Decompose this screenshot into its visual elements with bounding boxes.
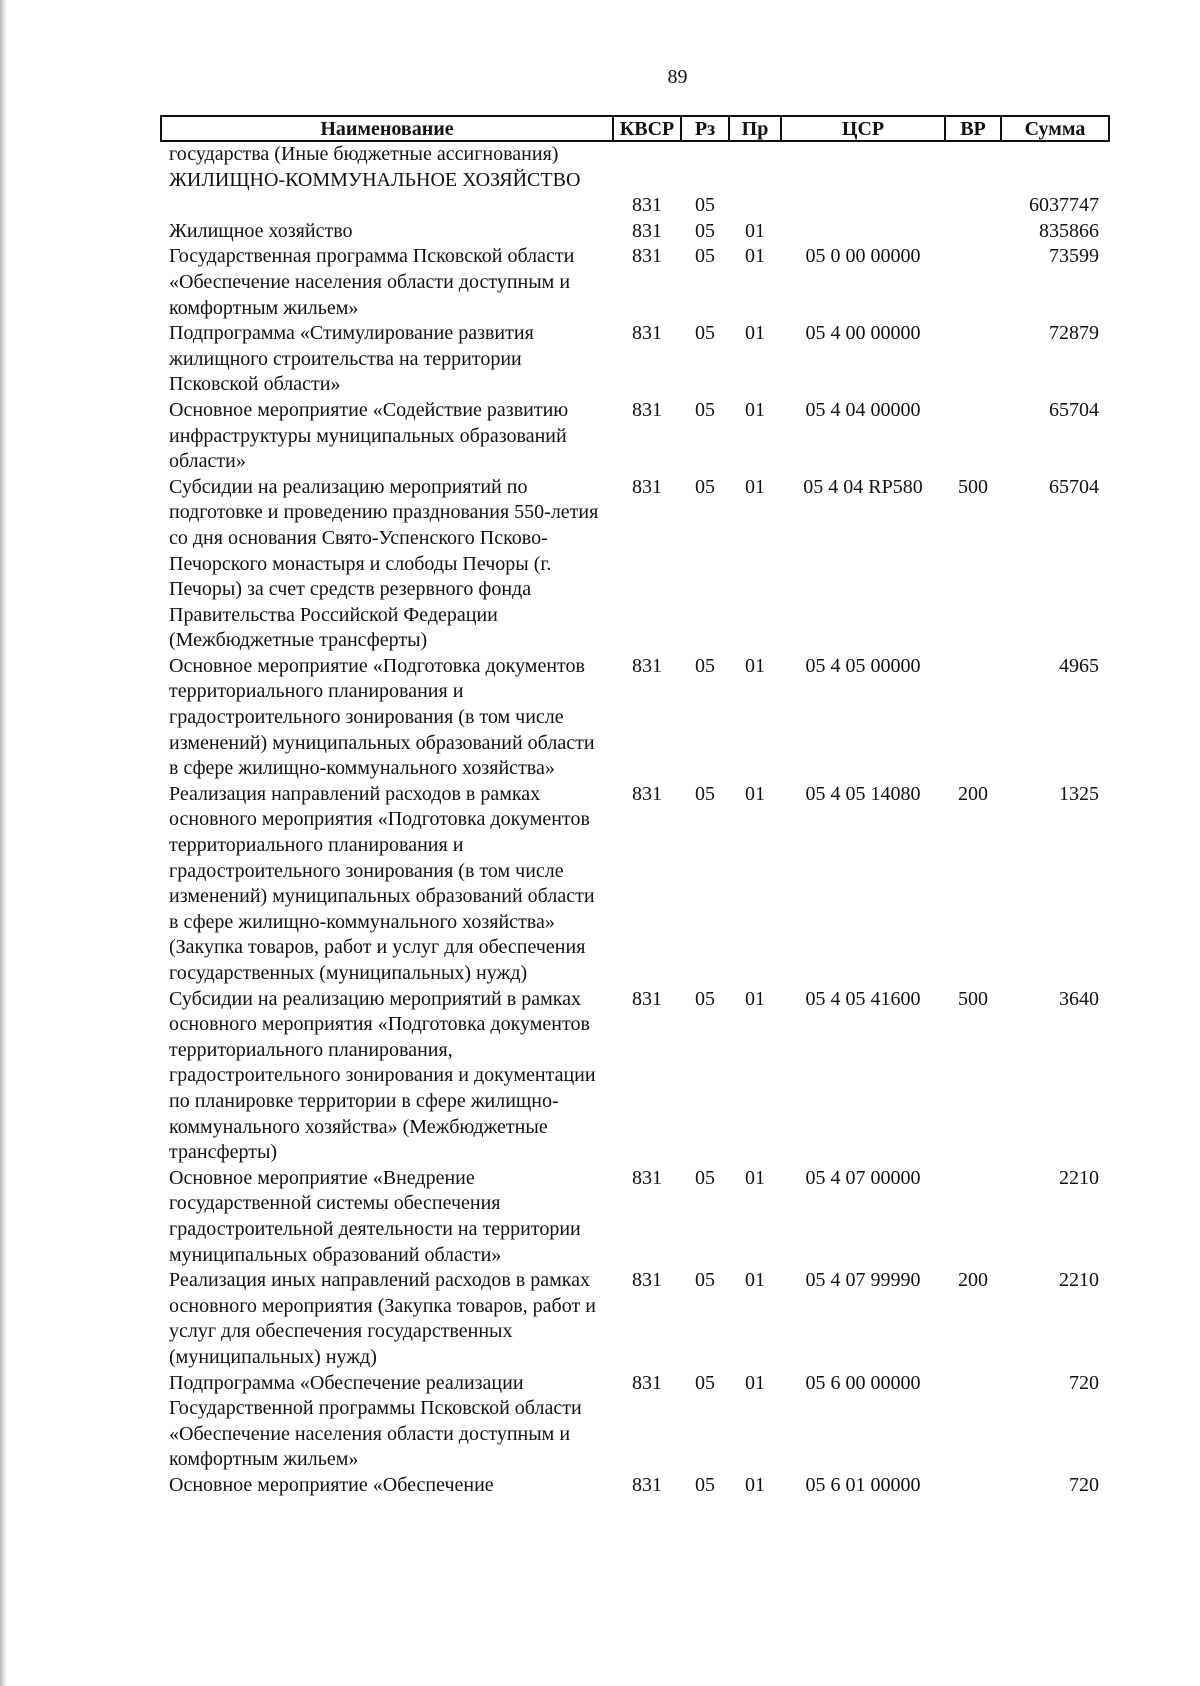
cell-name [161,168,613,219]
cell-kvsr-text: 831 [632,322,662,345]
cell-rz [681,219,729,245]
cell-kvsr-text: 831 [632,1269,662,1292]
cell-vertical-spacer [681,168,729,194]
table-row [161,141,1109,168]
cell-sum-text: 2210 [1059,1269,1099,1292]
cell-csr-text: 05 4 05 41600 [805,987,921,1010]
cell-sum [1001,219,1109,245]
cell-pr-text: 01 [745,398,765,421]
cell-kvsr-text: 831 [632,219,662,242]
cell-csr [781,1166,945,1268]
cell-sum [1001,321,1109,398]
cell-csr [781,219,945,245]
cell-kvsr [613,475,681,654]
cell-pr [729,219,781,245]
cell-kvsr-text: 831 [632,1166,662,1189]
cell-name [161,141,613,168]
cell-name [161,398,613,475]
cell-name [161,475,613,654]
cell-name-text: Подпрограмма «Обеспечение реализации Государственной программы Псковской области «Обеспечение населения области доступным и комфортным жильем» [169,1371,582,1471]
cell-sum [1001,244,1109,321]
cell-sum-text: 6037747 [1029,194,1099,217]
cell-sum [1001,1473,1109,1499]
cell-pr [729,141,781,168]
cell-kvsr [613,244,681,321]
cell-vr [945,219,1001,245]
cell-pr [729,1473,781,1499]
table-row [161,654,1109,782]
cell-kvsr [613,1473,681,1499]
cell-csr-text: 05 4 07 00000 [805,1166,921,1189]
cell-name-text: Основное мероприятие «Содействие развитию инфраструктуры муниципальных образований области» [169,398,569,473]
table-row [161,1166,1109,1268]
cell-vr [945,244,1001,321]
cell-name [161,1166,613,1268]
table-row [161,219,1109,245]
cell-name [161,244,613,321]
cell-vr-text: 500 [958,987,988,1010]
cell-kvsr-text: 831 [632,654,662,677]
cell-rz-text: 05 [695,1166,715,1189]
cell-pr [729,782,781,987]
cell-rz-text: 05 [695,475,715,498]
cell-vr [945,1473,1001,1499]
cell-rz [681,168,729,219]
cell-sum [1001,987,1109,1166]
cell-pr [729,1166,781,1268]
cell-vr [945,141,1001,168]
cell-csr-text: 05 6 00 00000 [805,1371,921,1394]
cell-name-text: Основное мероприятие «Внедрение государственной системы обеспечения градостроительной деятельности на территории муниципальных образований области» [169,1166,581,1266]
header-vr: ВР [945,116,1001,141]
cell-rz-text: 05 [695,1473,715,1496]
cell-kvsr [613,1371,681,1473]
cell-pr [729,244,781,321]
cell-name [161,654,613,782]
cell-kvsr [613,321,681,398]
cell-rz [681,1166,729,1268]
cell-pr-text: 01 [745,1269,765,1292]
cell-vr-text: 200 [958,782,988,805]
scan-edge [0,0,7,1686]
cell-csr-text: 05 6 01 00000 [805,1473,921,1496]
cell-csr-text: 05 4 07 99990 [805,1269,921,1292]
header-kvsr: КВСР [613,116,681,141]
page-number: 89 [667,66,688,88]
cell-rz-text: 05 [695,398,715,421]
cell-vertical-spacer [729,168,781,194]
cell-csr-text: 05 4 05 14080 [805,782,921,805]
cell-sum [1001,1371,1109,1473]
cell-name [161,219,613,245]
cell-sum [1001,398,1109,475]
cell-pr [729,1268,781,1370]
cell-pr-text: 01 [745,475,765,498]
cell-name-text: ЖИЛИЩНО-КОММУНАЛЬНОЕ ХОЗЯЙСТВО [169,168,581,191]
cell-name-text: Жилищное хозяйство [169,219,353,242]
cell-csr [781,1473,945,1499]
cell-vr [945,398,1001,475]
budget-table [160,115,1110,1498]
table-row [161,475,1109,654]
cell-vr [945,1371,1001,1473]
cell-pr [729,321,781,398]
cell-vertical-spacer [613,168,681,194]
cell-sum-text: 65704 [1049,475,1099,498]
cell-name [161,987,613,1166]
cell-sum-text: 65704 [1049,398,1099,421]
cell-name-text: Субсидии на реализацию мероприятий в рамках основного мероприятия «Подготовка документов территориального планирования, градостроительного зонирования и документации по планировке территории в сфере жилищно-коммунального хозяйства» (Межбюджетные трансферты) [169,987,596,1164]
cell-vertical-spacer [945,168,1001,194]
cell-sum-text: 4965 [1059,654,1099,677]
cell-pr-text: 01 [745,245,765,268]
cell-sum-text: 72879 [1049,322,1099,345]
cell-rz [681,987,729,1166]
cell-pr [729,168,781,219]
cell-rz-text: 05 [695,987,715,1010]
cell-vr [945,654,1001,782]
cell-pr-text: 01 [745,987,765,1010]
cell-rz-text: 05 [695,1371,715,1394]
cell-kvsr [613,654,681,782]
cell-csr [781,1268,945,1370]
cell-pr [729,475,781,654]
cell-kvsr-text: 831 [632,194,662,217]
header-rz: Рз [681,116,729,141]
table-row [161,321,1109,398]
cell-csr-text: 05 0 00 00000 [805,245,921,268]
cell-sum [1001,168,1109,219]
cell-rz-text: 05 [695,1269,715,1292]
cell-csr-text: 05 4 05 00000 [805,654,921,677]
cell-rz [681,654,729,782]
cell-name-text: государства (Иные бюджетные ассигнования) [169,143,559,165]
cell-name-text: Государственная программа Псковской области «Обеспечение населения области доступным и комфортным жильем» [169,245,575,319]
cell-kvsr-text: 831 [632,782,662,805]
cell-name-text: Реализация иных направлений расходов в рамках основного мероприятия (Закупка товаров, работ и услуг для обеспечения государственных (муниципальных) нужд) [169,1269,596,1368]
cell-name-text: Основное мероприятие «Подготовка документов территориального планирования и градостроительного зонирования (в том числе изменений) муниципальных образований области в сфере жилищно-коммунального хозяйства» [169,654,595,780]
table-row [161,1371,1109,1473]
cell-kvsr [613,219,681,245]
cell-rz [681,1268,729,1370]
cell-csr [781,321,945,398]
cell-sum-text: 2210 [1059,1166,1099,1189]
cell-rz [681,475,729,654]
cell-vr [945,475,1001,654]
cell-kvsr-text: 831 [632,398,662,421]
table-header-row [161,116,1109,141]
cell-csr [781,475,945,654]
table-row [161,782,1109,987]
cell-kvsr-text: 831 [632,1473,662,1496]
cell-pr [729,654,781,782]
cell-rz-text: 05 [695,782,715,805]
table-row [161,987,1109,1166]
cell-rz-text: 05 [695,194,715,217]
cell-name-text: Субсидии на реализацию мероприятий по подготовке и проведению празднования 550-летия со дня основания Свято-Успенского Псково-Печорского монастыря и слободы Печоры (г. Печоры) за счет средств резервного фонда Правительства Российской Федерации (Межбюджетные трансферты) [169,475,599,652]
table-row [161,1268,1109,1370]
cell-sum [1001,141,1109,168]
cell-vr-text: 500 [958,475,988,498]
cell-sum [1001,654,1109,782]
table-row [161,168,1109,219]
cell-sum [1001,1268,1109,1370]
cell-kvsr [613,1166,681,1268]
cell-name [161,1371,613,1473]
cell-kvsr [613,782,681,987]
cell-csr-text: 05 4 00 00000 [805,322,921,345]
cell-name [161,782,613,987]
cell-vr-text: 200 [958,1269,988,1292]
cell-vr [945,1166,1001,1268]
cell-kvsr [613,1268,681,1370]
cell-vr [945,1268,1001,1370]
cell-sum [1001,1166,1109,1268]
cell-csr [781,654,945,782]
cell-sum-text: 720 [1069,1473,1099,1496]
cell-rz [681,1473,729,1499]
header-name: Наименование [161,116,613,141]
cell-pr [729,987,781,1166]
cell-vertical-spacer [781,168,945,194]
cell-pr-text: 01 [745,1166,765,1189]
cell-csr-text: 05 4 04 00000 [805,398,921,421]
cell-pr-text: 01 [745,782,765,805]
cell-rz-text: 05 [695,322,715,345]
cell-pr-text: 01 [745,322,765,345]
table-row [161,1473,1109,1499]
cell-rz [681,141,729,168]
cell-vertical-spacer [1001,168,1099,194]
cell-pr-text: 01 [745,654,765,677]
cell-kvsr [613,398,681,475]
cell-csr [781,398,945,475]
cell-pr-text: 01 [745,1371,765,1394]
header-sum: Сумма [1001,116,1109,141]
cell-csr [781,987,945,1166]
cell-rz-text: 05 [695,654,715,677]
cell-pr-text: 01 [745,219,765,242]
table-row [161,398,1109,475]
cell-rz-text: 05 [695,219,715,242]
cell-rz-text: 05 [695,245,715,268]
cell-sum [1001,475,1109,654]
cell-vr [945,987,1001,1166]
cell-kvsr [613,141,681,168]
cell-rz [681,321,729,398]
cell-csr [781,141,945,168]
cell-sum [1001,782,1109,987]
cell-kvsr-text: 831 [632,987,662,1010]
cell-kvsr [613,987,681,1166]
cell-rz [681,398,729,475]
cell-csr [781,244,945,321]
cell-name-text: Подпрограмма «Стимулирование развития жилищного строительства на территории Псковской области» [169,322,534,396]
cell-name-text: Реализация направлений расходов в рамках основного мероприятия «Подготовка документов территориального планирования и градостроительного зонирования (в том числе изменений) муниципальных образований области в сфере жилищно-коммунального хозяйства» (Закупка товаров, работ и услуг для обеспечения государственных (муниципальных) нужд) [169,782,595,984]
cell-rz [681,1371,729,1473]
table-row [161,244,1109,321]
cell-sum-text: 73599 [1049,245,1099,268]
cell-name [161,1473,613,1499]
cell-pr-text: 01 [745,1473,765,1496]
header-csr: ЦСР [781,116,945,141]
cell-vr [945,168,1001,219]
cell-sum-text: 1325 [1059,782,1099,805]
cell-kvsr [613,168,681,219]
cell-csr [781,168,945,219]
cell-sum-text: 720 [1069,1371,1099,1394]
cell-pr [729,398,781,475]
cell-kvsr-text: 831 [632,245,662,268]
cell-vr [945,321,1001,398]
table-body [161,141,1109,1498]
cell-sum-text: 3640 [1059,987,1099,1010]
cell-name [161,321,613,398]
cell-kvsr-text: 831 [632,1371,662,1394]
cell-rz [681,782,729,987]
cell-csr [781,1371,945,1473]
cell-kvsr-text: 831 [632,475,662,498]
cell-rz [681,244,729,321]
header-pr: Пр [729,116,781,141]
cell-vr [945,782,1001,987]
cell-name [161,1268,613,1370]
cell-csr-text: 05 4 04 RP580 [803,475,923,498]
cell-pr [729,1371,781,1473]
cell-csr [781,782,945,987]
cell-sum-text: 835866 [1039,219,1099,242]
cell-name-text: Основное мероприятие «Обеспечение [169,1473,494,1496]
